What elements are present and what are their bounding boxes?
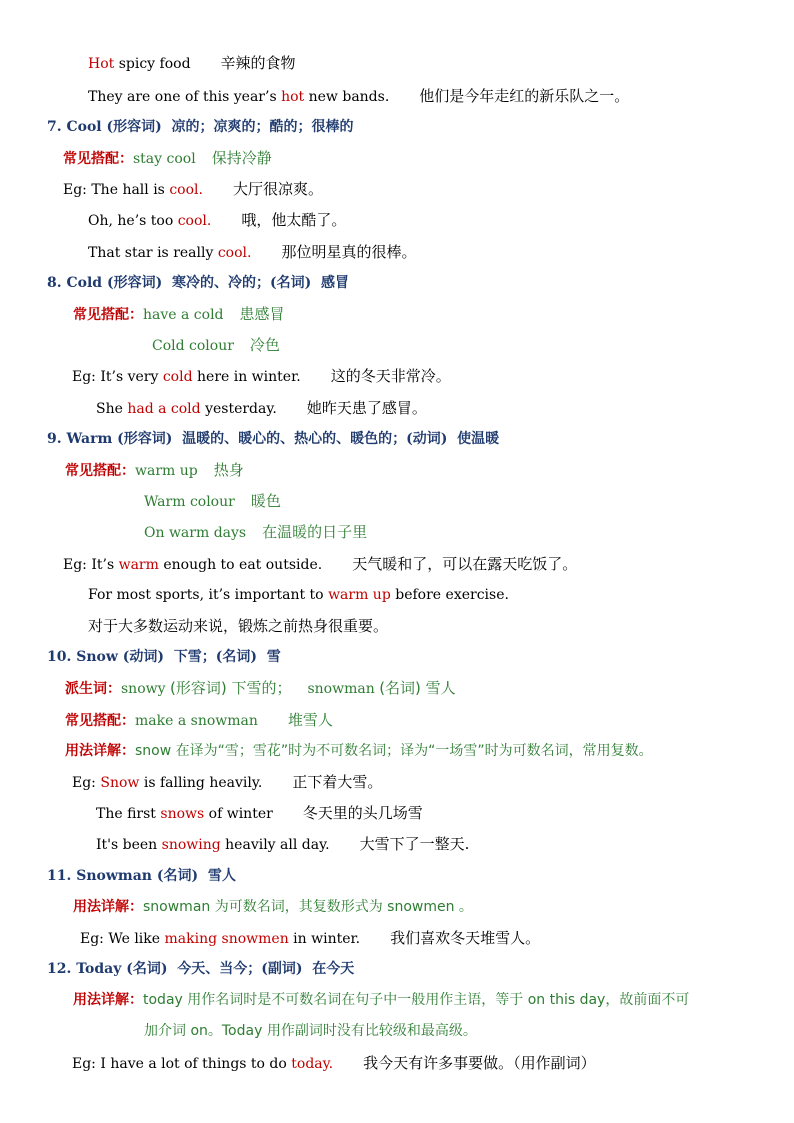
example-line: For most sports, it’s important to warm up before exercise. (88, 587, 509, 603)
example-line: Eg: It’s warm enough to eat outside. 天气暖和了，可以在露天吃饭了。 (63, 555, 578, 573)
highlight-word: Hot (88, 56, 115, 72)
example-line: She had a cold yesterday. 她昨天患了感冒。 (96, 399, 427, 417)
example-line: Oh, he’s too cool. 哦，他太酷了。 (88, 211, 347, 229)
entry-heading-today: 12. Today (名词) 今天、当今；(副词) 在今天 (47, 961, 355, 977)
collocation-line: Cold colour 冷色 (152, 336, 280, 354)
example-line: They are one of this year’s hot new bands. 他们是今年走红的新乐队之一。 (88, 87, 630, 105)
collocation-line: 常见搭配：make a snowman 堆雪人 (65, 711, 333, 729)
example-line: That star is really cool. 那位明星真的很棒。 (88, 243, 417, 261)
example-line: Eg: I have a lot of things to do today. 我今天有许多事要做。（用作副词） (72, 1054, 596, 1072)
example-line: Eg: We like making snowmen in winter. 我们喜欢冬天堆雪人。 (80, 929, 541, 947)
collocation-line: 常见搭配：stay cool 保持冷静 (63, 149, 272, 167)
collocation-line: Warm colour 暖色 (144, 492, 281, 510)
example-line: Hot spicy food 辛辣的食物 (88, 54, 296, 72)
example-line: It's been snowing heavily all day. 大雪下了一整天. (96, 835, 470, 853)
collocation-line: 常见搭配：have a cold 患感冒 (73, 305, 285, 323)
translation: 辛辣的食物 (220, 54, 296, 72)
collocation-line: 常见搭配：warm up 热身 (65, 461, 244, 479)
example-line: Eg: It’s very cold here in winter. 这的冬天非常冷。 (72, 367, 451, 385)
entry-heading-snow: 10. Snow (动词) 下雪；(名词) 雪 (47, 649, 281, 665)
example-line: Eg: Snow is falling heavily. 正下着大雪。 (72, 773, 383, 791)
translation: 他们是今年走红的新乐队之一。 (419, 87, 630, 105)
entry-heading-warm: 9. Warm (形容词) 温暖的、暖心的、热心的、暖色的；(动词) 使温暖 (47, 431, 500, 447)
usage-line: 用法详解：today 用作名词时是不可数名词在句子中一般用作主语，等于 on this day，故前面不可 (73, 992, 690, 1008)
highlight-word: hot (281, 89, 305, 105)
usage-line: 用法详解：snow 在译为“雪；雪花”时为不可数名词；译为“一场雪”时为可数名词，常用复数。 (65, 743, 653, 759)
collocation-line: On warm days 在温暖的日子里 (144, 523, 368, 541)
entry-heading-snowman: 11. Snowman (名词) 雪人 (47, 868, 236, 884)
example-line: The first snows of winter 冬天里的头几场雪 (96, 804, 423, 822)
entry-heading-cool: 7. Cool (形容词) 凉的；凉爽的；酷的；很棒的 (47, 119, 354, 135)
translation-line: 对于大多数运动来说，锻炼之前热身很重要。 (88, 617, 389, 635)
derivative-line: 派生词：snowy (形容词) 下雪的； snowman (名词) 雪人 (65, 679, 456, 697)
collocation-label: 常见搭配： (63, 151, 133, 167)
usage-line: 加介词 on。Today 用作副词时没有比较级和最高级。 (144, 1023, 477, 1039)
usage-line: 用法详解：snowman 为可数名词，其复数形式为 snowmen 。 (73, 899, 473, 915)
entry-heading-cold: 8. Cold (形容词) 寒冷的、冷的；(名词) 感冒 (47, 275, 349, 291)
example-line: Eg: The hall is cool. 大厅很凉爽。 (63, 180, 323, 198)
